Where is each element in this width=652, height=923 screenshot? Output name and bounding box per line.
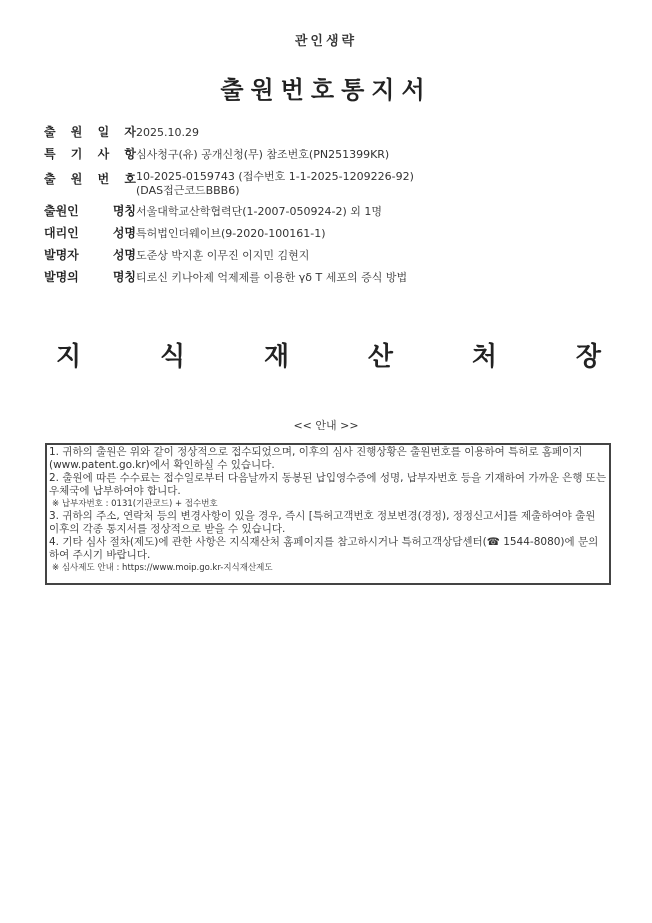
- filing-date: 2025.10.29: [136, 126, 199, 139]
- info-value: [136, 146, 389, 162]
- guide-heading: << 안내 >>: [293, 419, 359, 432]
- issuer-char: 지: [56, 342, 82, 372]
- issuer-char: 산: [367, 342, 394, 372]
- info-value: [136, 225, 325, 241]
- applicant-name: 서울대학교산학협력단(1-2007-050924-2) 외 1명: [136, 205, 382, 218]
- special-notes: 심사청구(유) 공개신청(무) 참조번호(PN251399KR): [136, 148, 390, 161]
- info-row-applicant: [44, 203, 624, 220]
- invention-title: 티로신 키나아제 억제제를 이용한 γδ T 세포의 증식 방법: [136, 271, 408, 284]
- info-row-invention-title: [44, 269, 624, 286]
- info-value: [136, 203, 382, 219]
- issuer-char: 재: [263, 342, 290, 372]
- das-access-code: (DAS접근코드BBB6): [136, 184, 240, 197]
- application-number: 10-2025-0159743 (접수번호 1-1-2025-1209226-92): [136, 170, 414, 183]
- guide-item-2: 2. 출원에 따른 수수료는 접수일로부터 다음날까지 동봉된 납입영수증에 성명, 납부자번호 등을 기재하여 가까운 은행 또는 우체국에 납부하여야 합니다.: [49, 472, 607, 497]
- guide-box: [45, 443, 611, 585]
- info-label: 발명의 명칭: [44, 270, 136, 284]
- inventor-names: 도준상 박지훈 이무진 이지민 김현지: [136, 249, 310, 262]
- issuer-name: [56, 336, 601, 373]
- info-label: 특 기 사 항: [44, 147, 136, 161]
- agent-name: 특허법인더웨이브(9-2020-100161-1): [136, 227, 326, 240]
- info-label: 출 원 번 호: [44, 172, 136, 186]
- document-title: 출원번호통지서: [220, 76, 432, 104]
- info-label: 대리인 성명: [44, 226, 136, 240]
- issuer-char: 처: [471, 342, 497, 372]
- guide-item-3: 3. 귀하의 주소, 연락처 등의 변경사항이 있을 경우, 즉시 [특허고객번호 정보변경(경정), 정정신고서]를 제출하여야 출원 이후의 각종 통지서를 정상적으로 받을 수 있습니다.: [49, 510, 596, 535]
- info-value: [136, 168, 414, 198]
- info-row-filing-date: [44, 124, 624, 141]
- seal-omitted-text: 관인생략: [294, 34, 358, 49]
- application-info-table: [44, 124, 624, 291]
- guide-note-system-info: ※ 심사제도 안내 : https://www.moip.go.kr-지식재산제도: [52, 563, 273, 573]
- info-value: [136, 124, 199, 140]
- info-row-inventors: [44, 247, 624, 264]
- info-label: 출원인 명칭: [44, 204, 136, 218]
- info-row-special-notes: [44, 146, 624, 163]
- info-label: 발명자 성명: [44, 248, 136, 262]
- issuer-char: 식: [159, 342, 186, 372]
- info-row-agent: [44, 225, 624, 242]
- info-value: [136, 269, 407, 285]
- guide-item-4: 4. 기타 심사 절차(제도)에 관한 사항은 지식재산처 홈페이지를 참고하시거나 특허고객상담센터(☎ 1544-8080)에 문의하여 주시기 바랍니다.: [49, 536, 599, 561]
- issuer-char: 장: [575, 342, 601, 372]
- info-label: 출 원 일 자: [44, 125, 136, 139]
- info-value: [136, 247, 309, 263]
- info-row-application-number: [44, 168, 624, 198]
- guide-note-payer-number: ※ 납부자번호 : 0131(기관코드) + 접수번호: [52, 499, 218, 509]
- guide-item-1: 1. 귀하의 출원은 위와 같이 정상적으로 접수되었으며, 이후의 심사 진행상황은 출원번호를 이용하여 특허로 홈페이지(www.patent.go.kr)에서 확인하실 수 있습니다.: [49, 446, 583, 471]
